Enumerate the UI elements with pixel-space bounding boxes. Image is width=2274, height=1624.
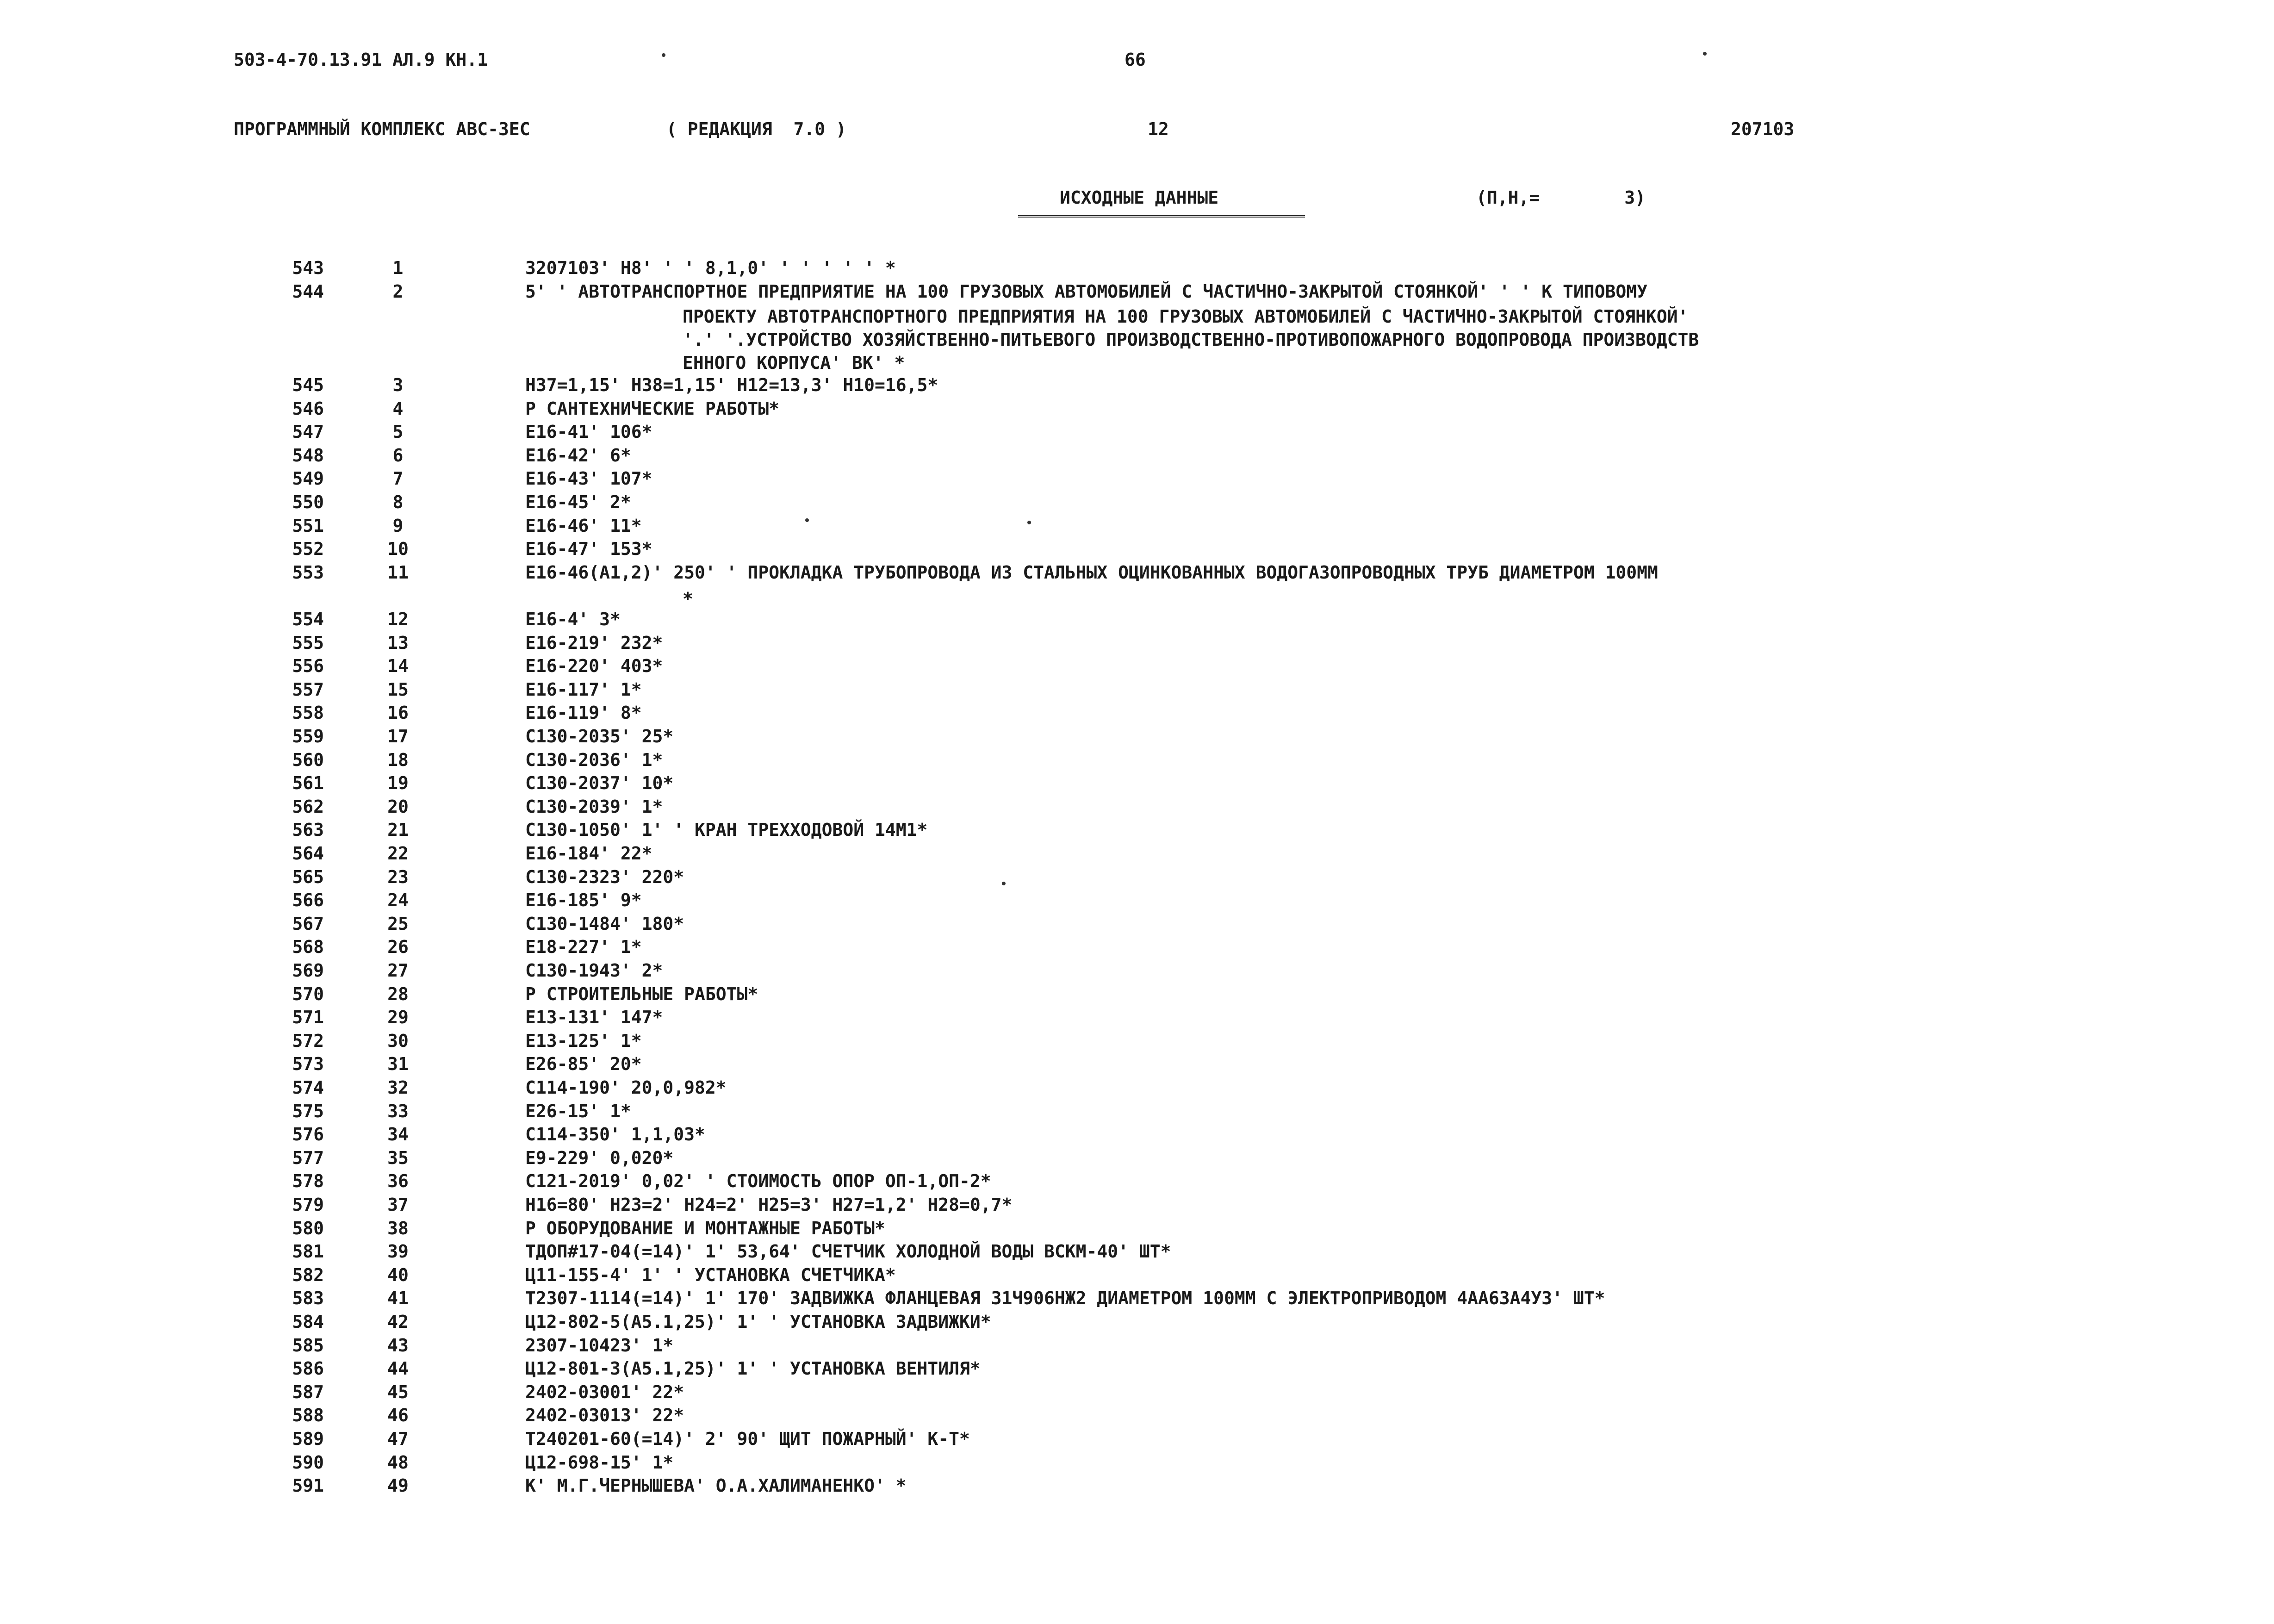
row-sequence: 16 xyxy=(387,703,409,723)
section-title-underline xyxy=(1018,215,1305,218)
row-text: С130-2323' 220* xyxy=(525,866,684,887)
row-text: Е16-41' 106* xyxy=(525,422,652,442)
row-text: Ц12-801-3(А5.1,25)' 1' ' УСТАНОВКА ВЕНТИЛЯ* xyxy=(525,1358,981,1379)
table-row xyxy=(0,774,2274,797)
row-text: 2402-03013' 22* xyxy=(525,1405,684,1426)
row-sequence: 49 xyxy=(387,1475,409,1496)
row-text: С130-1050' 1' ' КРАН ТРЕХХОДОВОЙ 14М1* xyxy=(525,820,928,840)
row-number: 576 xyxy=(292,1124,324,1145)
row-number: 558 xyxy=(292,703,324,723)
row-number: 572 xyxy=(292,1030,324,1051)
row-text: Ц12-802-5(А5.1,25)' 1' ' УСТАНОВКА ЗАДВИЖКИ* xyxy=(525,1312,991,1332)
row-number: 566 xyxy=(292,890,324,911)
row-text: Е16-47' 153* xyxy=(525,539,652,560)
row-sequence: 45 xyxy=(387,1381,409,1402)
row-number: 587 xyxy=(292,1381,324,1402)
row-number: 574 xyxy=(292,1077,324,1098)
row-text: 2402-03001' 22* xyxy=(525,1381,684,1402)
table-row xyxy=(0,1383,2274,1406)
row-sequence: 9 xyxy=(392,515,404,536)
table-row xyxy=(0,634,2274,657)
row-number: 578 xyxy=(292,1171,324,1192)
row-number: 560 xyxy=(292,749,324,770)
row-text: Е16-43' 107* xyxy=(525,468,652,489)
section-title: ИСХОДНЫЕ ДАННЫЕ xyxy=(1060,187,1219,208)
row-sequence: 27 xyxy=(387,960,409,981)
table-row xyxy=(0,868,2274,891)
table-row xyxy=(0,1243,2274,1266)
row-number: 583 xyxy=(292,1288,324,1309)
table-row xyxy=(0,1102,2274,1126)
table-row xyxy=(0,1430,2274,1453)
row-sequence: 6 xyxy=(392,445,404,466)
table-row xyxy=(0,1055,2274,1078)
table-row xyxy=(0,1337,2274,1360)
edition-label: ( РЕДАКЦИЯ 7.0 ) xyxy=(666,119,846,139)
row-text: К' М.Г.ЧЕРНЫШЕВА' О.А.ХАЛИМАНЕНКО' * xyxy=(525,1475,907,1496)
row-number: 573 xyxy=(292,1054,324,1075)
table-row xyxy=(0,938,2274,961)
row-sequence: 44 xyxy=(387,1358,409,1379)
table-row xyxy=(0,985,2274,1008)
row-number: 559 xyxy=(292,726,324,747)
row-text: С130-2039' 1* xyxy=(525,796,663,817)
table-row xyxy=(0,845,2274,868)
table-row xyxy=(0,798,2274,821)
row-sequence: 14 xyxy=(387,656,409,677)
row-sequence: 12 xyxy=(387,609,409,629)
row-text: С130-1943' 2* xyxy=(525,960,663,981)
row-sequence: 13 xyxy=(387,632,409,653)
row-number: 585 xyxy=(292,1335,324,1356)
table-row xyxy=(0,259,2274,282)
row-text: Н16=80' Н23=2' Н24=2' Н25=3' Н27=1,2' Н28=0,7* xyxy=(525,1195,1013,1215)
scan-speck xyxy=(805,518,809,522)
row-sequence: 26 xyxy=(387,937,409,958)
row-number: 571 xyxy=(292,1007,324,1028)
row-text: Е16-119' 8* xyxy=(525,703,642,723)
table-row xyxy=(0,610,2274,634)
row-sequence: 20 xyxy=(387,796,409,817)
row-text: Е13-125' 1* xyxy=(525,1030,642,1051)
row-text: 5' ' АВТОТРАНСПОРТНОЕ ПРЕДПРИЯТИЕ НА 100 ГРУЗОВЫХ АВТОМОБИЛЕЙ С ЧАСТИЧНО-ЗАКРЫТОЙ СТОЯНКОЙ' ' ' К ТИПОВОМУ xyxy=(525,281,1648,302)
row-number: 551 xyxy=(292,515,324,536)
table-row xyxy=(0,821,2274,844)
scan-speck xyxy=(1002,882,1006,885)
row-number: 546 xyxy=(292,398,324,419)
table-row xyxy=(0,1313,2274,1336)
row-text: С130-1484' 180* xyxy=(525,913,684,934)
row-number: 552 xyxy=(292,539,324,560)
row-number: 581 xyxy=(292,1241,324,1262)
row-text: Р САНТЕХНИЧЕСКИЕ РАБОТЫ* xyxy=(525,398,780,419)
row-number: 586 xyxy=(292,1358,324,1379)
row-number: 590 xyxy=(292,1452,324,1473)
row-544-continuation-4: ЕННОГО КОРПУСА' ВК' * xyxy=(683,353,905,373)
row-text: С114-350' 1,1,03* xyxy=(525,1124,705,1145)
row-sequence: 18 xyxy=(387,749,409,770)
row-text: Е26-15' 1* xyxy=(525,1101,631,1121)
row-number: 588 xyxy=(292,1405,324,1426)
row-text: Е18-227' 1* xyxy=(525,937,642,958)
row-text: Е16-220' 403* xyxy=(525,656,663,677)
table-row xyxy=(0,1008,2274,1032)
row-text: Р СТРОИТЕЛЬНЫЕ РАБОТЫ* xyxy=(525,983,758,1004)
table-row xyxy=(0,376,2274,399)
row-sequence: 35 xyxy=(387,1147,409,1168)
row-sequence: 24 xyxy=(387,890,409,911)
row-text: С130-2036' 1* xyxy=(525,749,663,770)
row-sequence: 29 xyxy=(387,1007,409,1028)
scan-speck xyxy=(1027,521,1031,524)
row-sequence: 10 xyxy=(387,539,409,560)
row-number: 570 xyxy=(292,983,324,1004)
table-row xyxy=(0,470,2274,493)
row-text: Н37=1,15' Н38=1,15' Н12=13,3' Н10=16,5* xyxy=(525,375,938,395)
table-row xyxy=(0,751,2274,774)
row-number: 547 xyxy=(292,422,324,442)
row-text: С130-2035' 25* xyxy=(525,726,674,747)
row-sequence: 40 xyxy=(387,1264,409,1285)
table-row xyxy=(0,1172,2274,1195)
row-text: Е16-4' 3* xyxy=(525,609,621,629)
row-text: С130-2037' 10* xyxy=(525,773,674,794)
row-number: 584 xyxy=(292,1312,324,1332)
table-row xyxy=(0,962,2274,985)
program-title: ПРОГРАММНЫЙ КОМПЛЕКС АВС-3ЕС xyxy=(234,119,530,139)
row-text: Е16-45' 2* xyxy=(525,492,631,512)
row-sequence: 36 xyxy=(387,1171,409,1192)
row-number: 568 xyxy=(292,937,324,958)
row-sequence: 25 xyxy=(387,913,409,934)
row-number: 544 xyxy=(292,281,324,302)
table-row xyxy=(0,1196,2274,1219)
row-number: 564 xyxy=(292,843,324,864)
scan-speck xyxy=(1703,52,1707,56)
table-row xyxy=(0,1079,2274,1102)
row-text: Е16-46(А1,2)' 250' ' ПРОКЛАДКА ТРУБОПРОВОДА ИЗ СТАЛЬНЫХ ОЦИНКОВАННЫХ ВОДОГАЗОПРОВОДНЫХ ТРУБ ДИАМЕТРОМ 100ММ xyxy=(525,562,1658,583)
table-row xyxy=(0,704,2274,727)
row-number: 591 xyxy=(292,1475,324,1496)
row-number: 543 xyxy=(292,258,324,278)
row-sequence: 11 xyxy=(387,562,409,583)
row-sequence: 31 xyxy=(387,1054,409,1075)
row-sequence: 33 xyxy=(387,1101,409,1121)
row-number: 553 xyxy=(292,562,324,583)
row-sequence: 41 xyxy=(387,1288,409,1309)
row-text: Т2307-1114(=14)' 1' 170' ЗАДВИЖКА ФЛАНЦЕВАЯ 31Ч906НЖ2 ДИАМЕТРОМ 100ММ С ЭЛЕКТРОПРИВОДОМ 4АА63А4У3' ШТ* xyxy=(525,1288,1605,1309)
row-sequence: 32 xyxy=(387,1077,409,1098)
row-text: Е16-184' 22* xyxy=(525,843,652,864)
row-sequence: 43 xyxy=(387,1335,409,1356)
row-544-continuation-2: ПРОЕКТУ АВТОТРАНСПОРТНОГО ПРЕДПРИЯТИЯ НА 100 ГРУЗОВЫХ АВТОМОБИЛЕЙ С ЧАСТИЧНО-ЗАКРЫТОЙ СТОЯНКОЙ' xyxy=(683,306,1689,327)
table-row xyxy=(0,493,2274,516)
table-row xyxy=(0,1360,2274,1383)
table-row xyxy=(0,423,2274,446)
row-text: Е13-131' 147* xyxy=(525,1007,663,1028)
row-text: Е16-185' 9* xyxy=(525,890,642,911)
row-number: 562 xyxy=(292,796,324,817)
row-text: Е16-46' 11* xyxy=(525,515,642,536)
row-text: Р ОБОРУДОВАНИЕ И МОНТАЖНЫЕ РАБОТЫ* xyxy=(525,1218,885,1238)
table-row xyxy=(0,1266,2274,1289)
row-sequence: 5 xyxy=(392,422,404,442)
row-number: 579 xyxy=(292,1195,324,1215)
row-number: 561 xyxy=(292,773,324,794)
table-row xyxy=(0,400,2274,423)
row-text: Т240201-60(=14)' 2' 90' ЩИТ ПОЖАРНЫЙ' К-Т* xyxy=(525,1429,970,1449)
row-sequence: 39 xyxy=(387,1241,409,1262)
row-sequence: 42 xyxy=(387,1312,409,1332)
table-row xyxy=(0,681,2274,704)
row-sequence: 7 xyxy=(392,468,404,489)
row-number: 582 xyxy=(292,1264,324,1285)
row-553-continuation-2: * xyxy=(683,589,693,609)
row-number: 548 xyxy=(292,445,324,466)
row-text: 3207103' Н8' ' ' 8,1,0' ' ' ' ' ' * xyxy=(525,258,896,278)
row-text: С114-190' 20,0,982* xyxy=(525,1077,727,1098)
row-sequence: 17 xyxy=(387,726,409,747)
row-text: Ц11-155-4' 1' ' УСТАНОВКА СЧЕТЧИКА* xyxy=(525,1264,896,1285)
row-text: Е16-42' 6* xyxy=(525,445,631,466)
table-row xyxy=(0,1126,2274,1149)
row-number: 577 xyxy=(292,1147,324,1168)
table-row xyxy=(0,915,2274,938)
table-row xyxy=(0,1220,2274,1243)
row-sequence: 2 xyxy=(392,281,404,302)
row-number: 545 xyxy=(292,375,324,395)
table-row xyxy=(0,1477,2274,1500)
table-row xyxy=(0,283,2274,306)
table-row xyxy=(0,1289,2274,1313)
row-sequence: 1 xyxy=(392,258,404,278)
row-text: Е16-117' 1* xyxy=(525,679,642,700)
row-text: Е9-229' 0,020* xyxy=(525,1147,674,1168)
table-row xyxy=(0,657,2274,680)
row-sequence: 23 xyxy=(387,866,409,887)
section-param: (П,Н,= 3) xyxy=(1476,187,1646,208)
row-sequence: 38 xyxy=(387,1218,409,1238)
row-text: Ц12-698-15' 1* xyxy=(525,1452,674,1473)
row-number: 556 xyxy=(292,656,324,677)
row-number: 569 xyxy=(292,960,324,981)
row-text: С121-2019' 0,02' ' СТОИМОСТЬ ОПОР ОП-1,ОП-2* xyxy=(525,1171,991,1192)
row-number: 589 xyxy=(292,1429,324,1449)
row-sequence: 37 xyxy=(387,1195,409,1215)
table-row xyxy=(0,1032,2274,1055)
row-sequence: 47 xyxy=(387,1429,409,1449)
row-sequence: 28 xyxy=(387,983,409,1004)
table-row xyxy=(0,564,2274,587)
sheet-number: 12 xyxy=(1148,119,1169,139)
row-sequence: 30 xyxy=(387,1030,409,1051)
row-sequence: 19 xyxy=(387,773,409,794)
table-row xyxy=(0,447,2274,470)
row-544-continuation-3: '.' '.УСТРОЙСТВО ХОЗЯЙСТВЕННО-ПИТЬЕВОГО ПРОИЗВОДСТВЕННО-ПРОТИВОПОЖАРНОГО ВОДОПРОВОДА ПРОИЗВОДСТВ xyxy=(683,330,1699,350)
scan-speck xyxy=(662,53,665,57)
row-sequence: 46 xyxy=(387,1405,409,1426)
table-row xyxy=(0,891,2274,915)
table-row xyxy=(0,1149,2274,1172)
row-sequence: 21 xyxy=(387,820,409,840)
document-id: 207103 xyxy=(1731,119,1795,139)
row-number: 580 xyxy=(292,1218,324,1238)
table-row xyxy=(0,1454,2274,1477)
row-number: 575 xyxy=(292,1101,324,1121)
row-number: 565 xyxy=(292,866,324,887)
row-sequence: 48 xyxy=(387,1452,409,1473)
page-number: 66 xyxy=(1125,50,1146,70)
row-number: 555 xyxy=(292,632,324,653)
row-text: Е16-219' 232* xyxy=(525,632,663,653)
row-number: 550 xyxy=(292,492,324,512)
table-row xyxy=(0,540,2274,563)
row-sequence: 22 xyxy=(387,843,409,864)
row-text: 2307-10423' 1* xyxy=(525,1335,674,1356)
document-code: 503-4-70.13.91 АЛ.9 КН.1 xyxy=(234,50,488,70)
row-sequence: 4 xyxy=(392,398,404,419)
row-text: ТДОП#17-04(=14)' 1' 53,64' СЧЕТЧИК ХОЛОДНОЙ ВОДЫ ВСКМ-40' ШТ* xyxy=(525,1241,1171,1262)
row-text: Е26-85' 20* xyxy=(525,1054,642,1075)
table-row xyxy=(0,517,2274,540)
row-sequence: 34 xyxy=(387,1124,409,1145)
row-sequence: 3 xyxy=(392,375,404,395)
row-number: 567 xyxy=(292,913,324,934)
table-row xyxy=(0,1406,2274,1430)
row-sequence: 8 xyxy=(392,492,404,512)
table-row xyxy=(0,728,2274,751)
row-number: 554 xyxy=(292,609,324,629)
row-number: 557 xyxy=(292,679,324,700)
row-number: 549 xyxy=(292,468,324,489)
row-number: 563 xyxy=(292,820,324,840)
row-sequence: 15 xyxy=(387,679,409,700)
